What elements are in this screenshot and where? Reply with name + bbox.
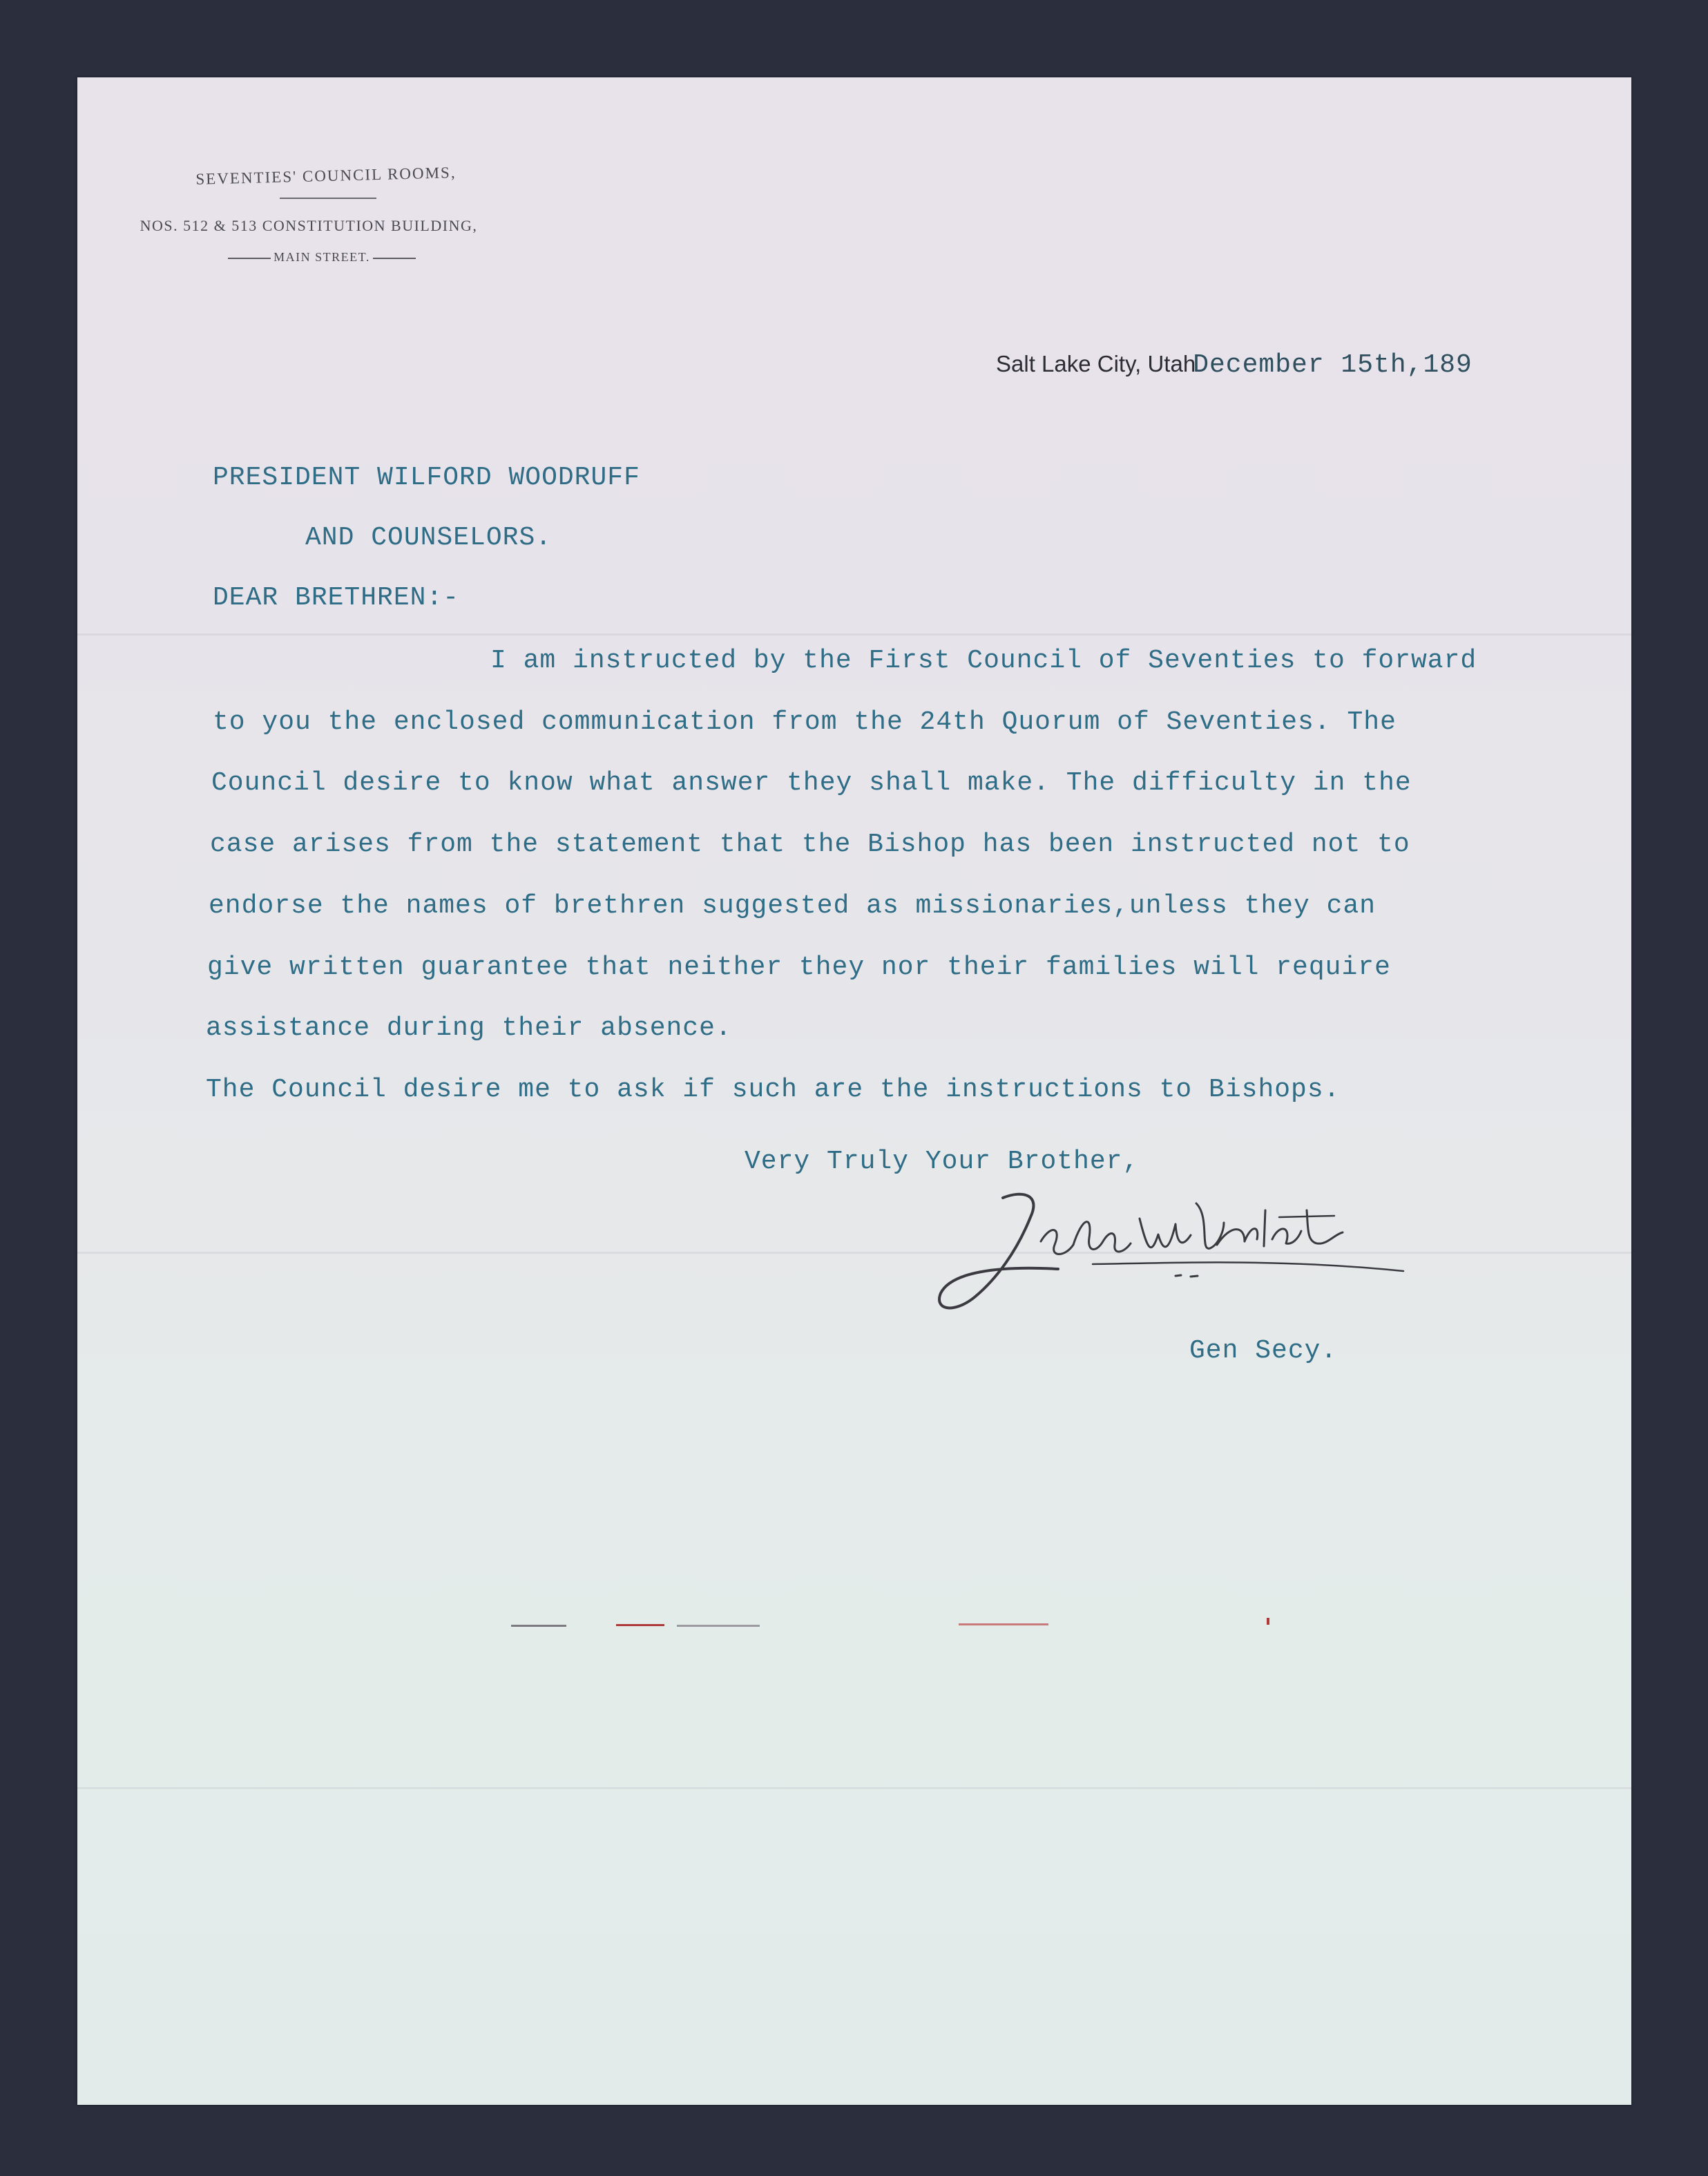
dateline-date: December 15th,189 <box>1193 350 1472 380</box>
dateline <box>996 350 1472 380</box>
salutation: DEAR BRETHREN:- <box>213 583 460 613</box>
signature <box>920 1176 1445 1342</box>
ruled-mark <box>511 1625 566 1627</box>
body-line: give written guarantee that neither they nor their families will require <box>207 953 1391 982</box>
letterhead-rooms: SEVENTIES' COUNCIL ROOMS, <box>195 164 457 188</box>
dateline-place: Salt Lake City, Utah <box>996 351 1196 376</box>
letterhead <box>77 119 526 265</box>
red-ink-mark <box>616 1624 664 1626</box>
body-line: endorse the names of brethren suggested as missionaries,unless they can <box>209 891 1376 921</box>
street-dash-right <box>373 258 416 259</box>
fold-line <box>77 1787 1631 1789</box>
signer-title: Gen Secy. <box>1189 1336 1338 1366</box>
letterhead-address: NOS. 512 & 513 CONSTITUTION BUILDING, <box>140 217 478 234</box>
body-line: The Council desire me to ask if such are the instructions to Bishops. <box>206 1075 1341 1105</box>
body-line: I am instructed by the First Council of Seventies to forward <box>490 646 1477 676</box>
ruled-mark <box>959 1623 1048 1625</box>
red-ink-mark <box>1267 1618 1269 1625</box>
fold-line <box>77 633 1631 636</box>
closing: Very Truly Your Brother, <box>745 1147 1140 1176</box>
body-line: to you the enclosed communication from the 24th Quorum of Seventies. The <box>213 707 1397 737</box>
letterhead-rule <box>280 198 376 199</box>
letter-page <box>77 77 1631 2105</box>
body-line: case arises from the statement that the Bishop has been instructed not to <box>210 830 1410 859</box>
street-dash-left <box>228 258 271 259</box>
letterhead-street <box>117 250 526 265</box>
ruled-mark <box>677 1625 760 1627</box>
letterhead-street-label: MAIN STREET. <box>274 250 370 264</box>
addressee-line-2: AND COUNSELORS. <box>305 523 553 553</box>
body-line: Council desire to know what answer they shall make. The difficulty in the <box>211 768 1412 798</box>
addressee-line-1: PRESIDENT WILFORD WOODRUFF <box>213 463 640 493</box>
body-line: assistance during their absence. <box>206 1013 732 1043</box>
